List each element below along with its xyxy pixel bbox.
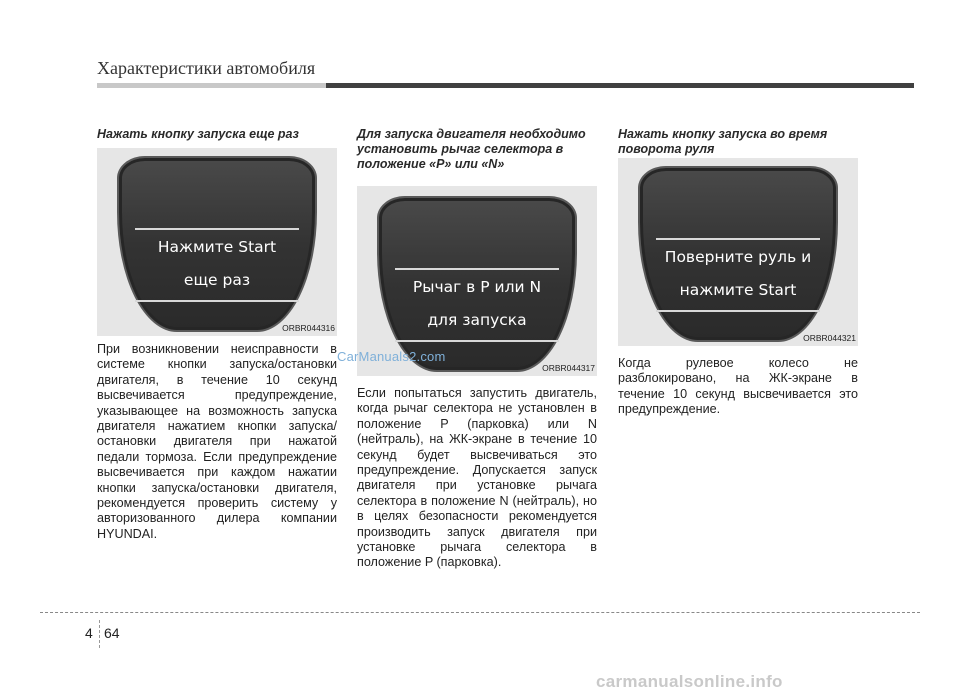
lcd-message-line1: Рычаг в P или N — [412, 278, 542, 296]
lcd-divider — [135, 228, 300, 230]
lcd-divider — [135, 300, 300, 302]
header-title: Характеристики автомобиля — [97, 58, 316, 78]
lcd-screen — [638, 166, 838, 342]
column-1 — [97, 127, 337, 142]
warning-image-3 — [618, 158, 858, 346]
section-heading: Нажать кнопку запуска во время поворота руля — [618, 127, 828, 156]
image-code: ORBR044317 — [542, 363, 595, 373]
footer-divider — [99, 620, 100, 648]
lcd-message-line1: Нажмите Start — [157, 238, 277, 256]
lcd-divider — [656, 310, 821, 312]
column-3 — [618, 127, 858, 157]
lcd-message-line2: нажмите Start — [679, 281, 797, 299]
body-text: Если попытаться запустить двигатель, когда рычаг селектора не установлен в положение P (парковка) или N (нейтраль), на ЖК-экране в течение 10 секунд будет высвечиваться это предупреждение. Допускается запуск двигателя при установке рычага селектора в положение N (нейтраль), но в целях безопасности рекомендуется производить запуск двигателя при установке рычага селектора в положение P (парковка). — [357, 386, 597, 570]
section-heading: Для запуска двигателя необходимо установить рычаг селектора в положение «P» или «N» — [357, 127, 586, 171]
section-heading: Нажать кнопку запуска еще раз — [97, 127, 299, 141]
lcd-message-line2: для запуска — [427, 311, 527, 329]
lcd-divider — [656, 238, 821, 240]
lcd-screen — [377, 196, 577, 372]
page-number: 64 — [104, 625, 120, 641]
warning-image-2 — [357, 186, 597, 376]
lcd-message-line2: еще раз — [183, 271, 251, 289]
watermark-bottom: carmanualsonline.info — [596, 672, 783, 691]
lcd-divider — [395, 340, 560, 342]
footer-rule — [40, 612, 920, 613]
body-text: При возникновении неисправности в системе кнопки запуска/остановки двигателя, в течение 10 секунд высвечивается предупреждение, указывающее на возможность запуска двигателя нажатием кнопки запуска/остановки двигателя при нажатой педали тормоза. Если предупреждение высвечивается при каждом нажатии кнопки запуска/остановки двигателя, рекомендуется проверить систему у авторизованного дилера компании HYUNDAI. — [97, 342, 337, 541]
lcd-divider — [395, 268, 560, 270]
watermark-top: CarManuals2.com — [337, 349, 446, 364]
chapter-number: 4 — [85, 625, 93, 641]
lcd-message-line1: Поверните руль и — [664, 248, 812, 266]
warning-image-1 — [97, 148, 337, 336]
lcd-screen — [117, 156, 317, 332]
body-text: Когда рулевое колесо не разблокировано, на ЖК-экране в течение 10 секунд высвечивается это предупреждение. — [618, 356, 858, 417]
header-rule — [97, 83, 914, 88]
image-code: ORBR044321 — [803, 333, 856, 343]
image-code: ORBR044316 — [282, 323, 335, 333]
column-2 — [357, 127, 597, 172]
